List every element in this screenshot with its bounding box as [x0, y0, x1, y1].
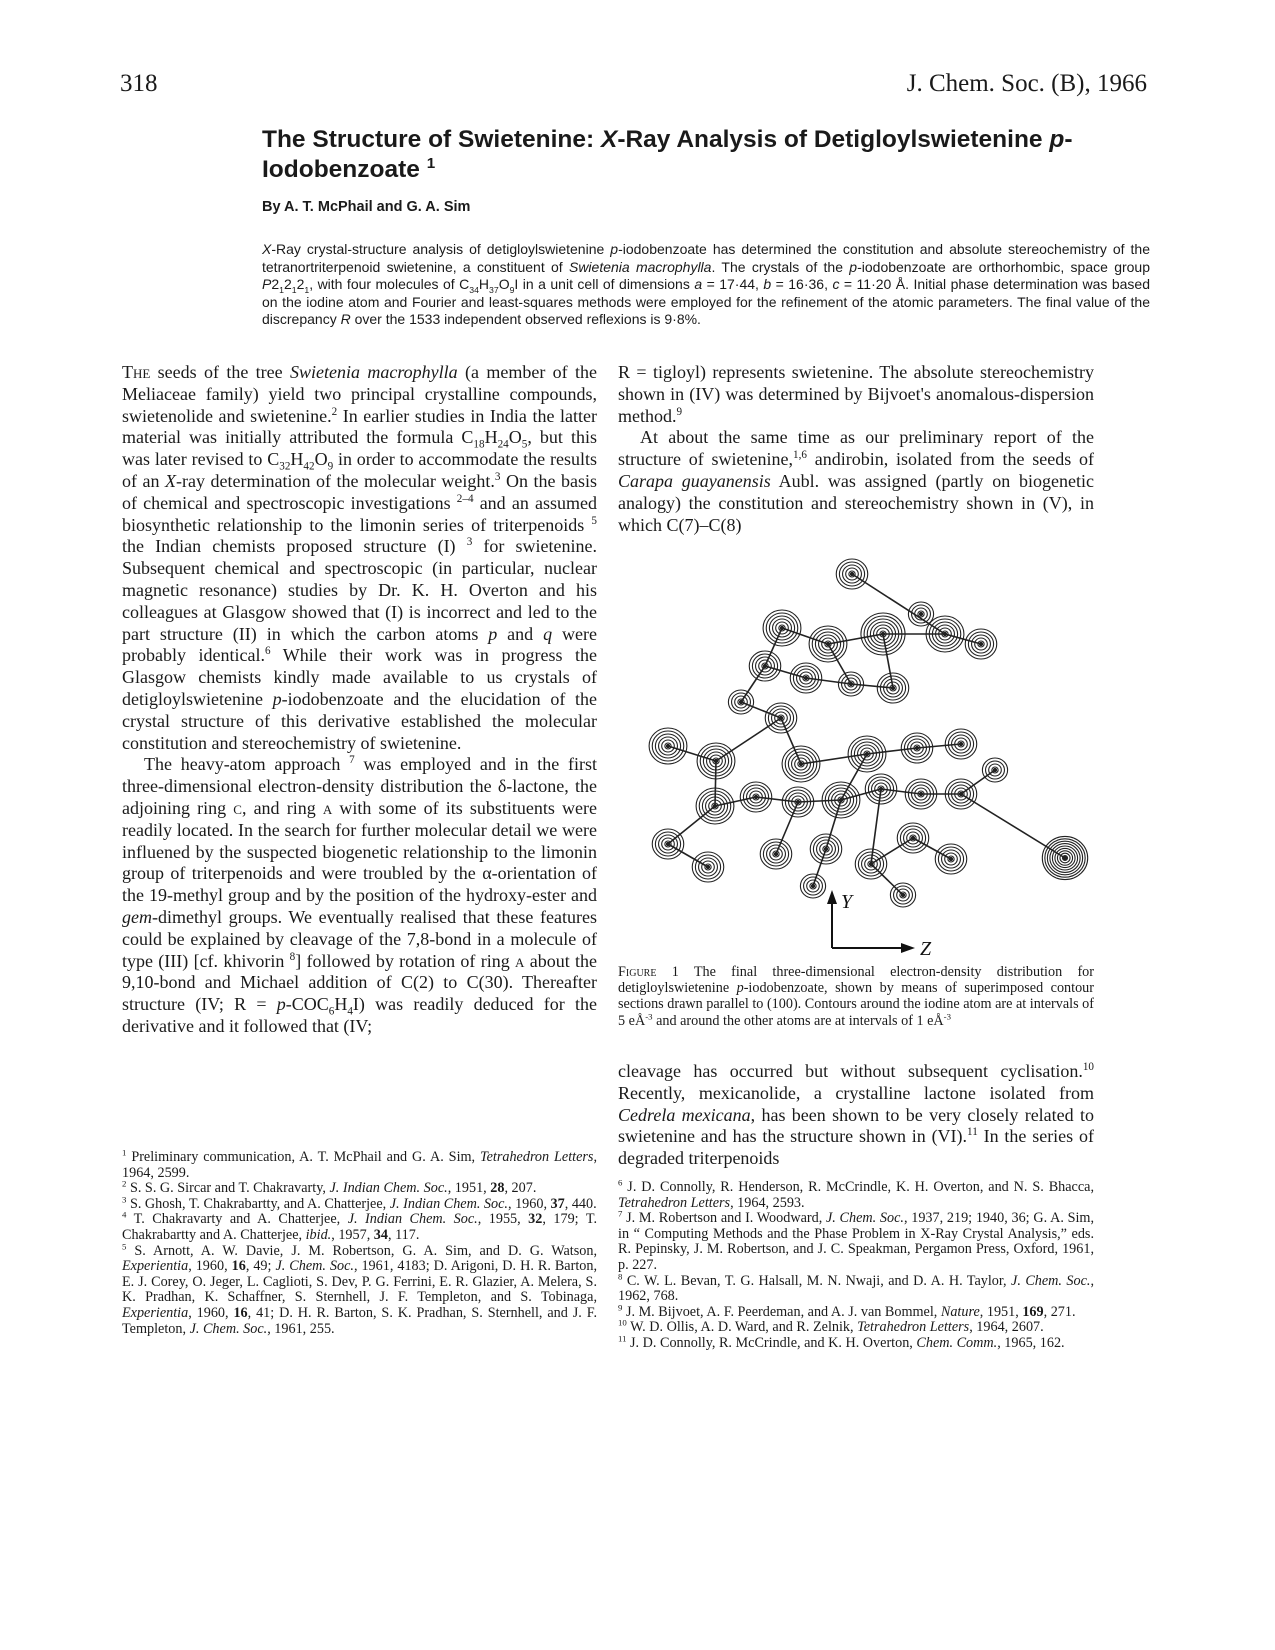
bond-line [776, 802, 798, 854]
atom-center [739, 700, 742, 703]
atom-contour [838, 672, 863, 696]
atom-contour [877, 673, 909, 703]
atom-contour [855, 849, 887, 879]
atom-center [1063, 856, 1066, 859]
bond-line [961, 794, 1065, 858]
atom-contour [760, 839, 792, 869]
z-axis-label: Z [920, 938, 932, 958]
atom-contour [765, 703, 797, 733]
figure-electron-density [615, 548, 1095, 958]
footnotes-left [122, 1147, 598, 1337]
atom-contour [861, 613, 905, 655]
atom-center [949, 857, 952, 860]
atom-center [891, 686, 894, 689]
footnote: $^1$ Preliminary communication, A. T. McPhail and G. A. Sim, Tetrahedron Letters, 1964, 2599. [122, 1147, 597, 1181]
atom-contour [810, 834, 842, 864]
atom-center [959, 742, 962, 745]
atom-center [943, 632, 946, 635]
journal-header: J. Chem. Soc. (B), 1966 [906, 70, 1147, 97]
atom-contour [1042, 836, 1087, 879]
footnote: $^8$ C. W. L. Bevan, T. G. Halsall, M. N. Nwaji, and D. A. H. Taylor, J. Chem. Soc., 1962, 768. [618, 1270, 1094, 1305]
body-paragraph: R = tigloyl) represents swietenine. The absolute stereochemistry shown in (IV) was determined by Bijvoet's anomalous-dispersion method.$^9$ [618, 362, 1094, 426]
body-column-right [618, 362, 1094, 536]
atom-contour [809, 626, 847, 662]
bond-line [871, 838, 913, 864]
atom-center [779, 716, 782, 719]
electron-density-map [615, 548, 1095, 958]
atom-contour [935, 844, 967, 874]
atom-center [780, 626, 783, 629]
atom-contour [782, 746, 820, 782]
figure-caption: Figure 1 The final three-dimensional electron-density distribution for detigloylswietenine p-iodobenzoate, shown by means of superimposed contour sections drawn parallel to (100). Contours around the iodine atom are at intervals of 5 $eÅ^{-3}$ and around the other atoms are at intervals of 1 $eÅ^{-3}$ [618, 964, 1094, 1029]
bond-line [826, 800, 841, 849]
atom-contour [865, 774, 897, 804]
atom-center [959, 792, 962, 795]
atom-center [919, 612, 922, 615]
atom-center [666, 842, 669, 845]
y-axis-label: Y [841, 891, 853, 913]
atom-center [796, 800, 799, 803]
atom-center [979, 642, 982, 645]
atom-contour [897, 823, 929, 853]
atom-contour [790, 663, 822, 693]
atom-center [919, 792, 922, 795]
footnote: $^9$ J. M. Bijvoet, A. F. Peerdeman, and A. J. van Bommel, Nature, 1951, 169, 271. [618, 1302, 1076, 1320]
article-title: The Structure of Swietenine: X-Ray Analysis of Detigloylswietenine p-Iodobenzoate $^1$ [262, 126, 1073, 183]
footnotes-right [618, 1177, 1095, 1352]
atom-center [804, 676, 807, 679]
atom-center [811, 884, 814, 887]
atom-center [824, 847, 827, 850]
atom-center [869, 862, 872, 865]
atom-contour [901, 733, 933, 763]
atom-contour [848, 736, 886, 772]
atom-contour [836, 559, 868, 589]
atom-center [714, 759, 717, 762]
atom-center [915, 746, 918, 749]
bond-line [668, 746, 716, 761]
body-paragraph: At about the same time as our preliminary report of the structure of swietenine,$^{1,6}$ andirobin, isolated from the seeds of Carapa guayanensis Aubl. was assigned (partly on biogenetic analogy) the constitution and stereochemistry shown in (V), in which C(7)–C(8) [618, 427, 1094, 535]
bond-line [716, 718, 781, 761]
atom-center [911, 836, 914, 839]
atom-contour [740, 782, 772, 812]
footnote: $^{10}$ W. D. Ollis, A. D. Ward, and R. Zelnik, Tetrahedron Letters, 1964, 2607. [618, 1317, 1044, 1336]
atom-contour [945, 729, 977, 759]
atom-contour [649, 728, 687, 764]
article-authors: By A. T. McPhail and G. A. Sim [262, 199, 471, 215]
atom-contour [692, 852, 724, 882]
atom-center [850, 572, 853, 575]
atom-center [849, 682, 852, 685]
atom-contour [749, 651, 781, 681]
bond-line [668, 844, 708, 867]
atom-contour [982, 758, 1007, 782]
bond-line [801, 754, 867, 764]
atom-contour [652, 829, 684, 859]
atom-center [713, 804, 716, 807]
atom-contour [800, 874, 825, 898]
atom-center [774, 852, 777, 855]
footnote: $^6$ J. D. Connolly, R. Henderson, R. McCrindle, K. H. Overton, and N. S. Bhacca, Tetrahedron Letters, 1964, 2593. [618, 1177, 1094, 1211]
footnote: $^2$ S. S. G. Sircar and T. Chakravarty, J. Indian Chem. Soc., 1951, 28, 207. [122, 1178, 537, 1197]
bond-line [715, 761, 716, 806]
atom-center [826, 642, 829, 645]
body-paragraph: The heavy-atom approach $^7$ was employed and in the first three-dimensional electron-density distribution the δ-lactone, the adjoining ring c, and ring a with some of its substituents were readily located. In the search for further molecular detail we were influened by the suspected biogenetic relationship to the limonin group of triterpenoids and were troubled by the α-orientation of the 19-methyl group and by the position of the hydroxy-ester and gem-dimethyl groups. We eventually realised that these features could be explained by cleavage of the 7,8-bond in a molecule of type (III) [cf. khivorin $^8$] followed by rotation of ring a about the 9,10-bond and Michael addition of C(2) to C(30). Thereafter structure (IV; $R = p-COC_6H_4I$) was readily deduced for the derivative and it followed that (IV; [122, 754, 597, 1036]
atom-contour [890, 883, 915, 907]
atom-center [799, 762, 802, 765]
body-column-left [122, 362, 597, 1038]
atom-center [881, 632, 884, 635]
body-paragraph: cleavage has occurred but without subsequent cyclisation.$^{10}$ Recently, mexicanolide, a crystalline lactone isolated from Cedrela mexicana, has been shown to be very closely related to swietenine and has the structure shown in (VI).$^{11}$ In the series of degraded triterpenoids [618, 1061, 1094, 1169]
page-number: 318 [120, 70, 158, 97]
atom-center [879, 787, 882, 790]
atom-contour [908, 602, 933, 626]
atom-contour [728, 690, 753, 714]
body-paragraph: The seeds of the tree Swietenia macrophylla (a member of the Meliaceae family) yield two principal crystalline compounds, swietenolide and swietenine.$^2$ In earlier studies in India the latter material was initially attributed the formula $C_{18}H_{24}O_5$, but this was later revised to $C_{32}H_{42}O_9$ in order to accommodate the results of an X-ray determination of the molecular weight.$^3$ On the basis of chemical and spectroscopic investigations $^{2-4}$ and an assumed biosynthetic relationship to the limonin series of triterpenoids $^5$ the Indian chemists proposed structure (I) $^3$ for swietenine. Subsequent chemical and spectroscopic (in particular, nuclear magnetic resonance) studies by Dr. K. H. Overton and his colleagues at Glasgow showed that (I) is incorrect and led to the part structure (II) in which the carbon atoms p and q were probably identical.$^6$ While their work was in progress the Glasgow chemists kindly made available to us crystals of detigloylswietenine p-iodobenzoate and the elucidation of the crystal structure of this derivative established the molecular constitution and stereochemistry of swietenine. [122, 362, 598, 753]
atom-center [865, 752, 868, 755]
footnote: $^3$ S. Ghosh, T. Chakrabartty, and A. Chatterjee, J. Indian Chem. Soc., 1960, 37, 440. [122, 1194, 597, 1212]
atom-center [901, 893, 904, 896]
body-column-right-continued [618, 1061, 1094, 1170]
footnote: $^4$ T. Chakravarty and A. Chatterjee, J. Indian Chem. Soc., 1955, 32, 179; T. Chakrabartty and A. Chatterjee, ibid., 1957, 34, 117. [122, 1209, 598, 1243]
atom-center [754, 795, 757, 798]
footnote: $^7$ J. M. Robertson and I. Woodward, J. Chem. Soc., 1937, 219; 1940, 36; G. A. Sim, in “ Computing Methods and the Phase Problem in X-Ray Crystal Analysis,” eds. R. Pepinsky, J. M. Robertson, and J. C. Speakman, Pergamon Press, Oxford, 1961, p. 227. [618, 1208, 1095, 1273]
atom-center [666, 744, 669, 747]
z-axis-arrow [901, 943, 915, 953]
atom-center [993, 768, 996, 771]
footnote: $^5$ S. Arnott, A. W. Davie, J. M. Robertson, G. A. Sim, and D. G. Watson, Experientia, 1960, 16, 49; J. Chem. Soc., 1961, 4183; D. Arigoni, D. H. R. Barton, E. J. Corey, O. Jeger, L. Caglioti, S. Dev, P. G. Ferrini, E. R. Glazier, A. Melera, S. K. Pradhan, K. Schaffner, S. Sternhell, J. F. Templeton, and S. Tobinaga, Experientia, 1960, 16, 41; D. H. R. Barton, S. K. Pradhan, S. Sternhell, and J. F. Templeton, J. Chem. Soc., 1961, 255. [122, 1240, 598, 1337]
atom-center [706, 865, 709, 868]
abstract: X-Ray crystal-structure analysis of detigloylswietenine p-iodobenzoate has determined the constitution and absolute stereochemistry of the tetranortriterpenoid swietenine, a constituent of Swietenia macrophylla. The crystals of the p-iodobenzoate are orthorhombic, space group $P2_12_12_1$, with four molecules of $C_{34}H_{37}O_9I$ in a unit cell of dimensions a = 17·44, b = 16·36, c = 11·20 Å. Initial phase determination was based on the iodine atom and Fourier and least-squares methods were employed for the refinement of the atomic parameters. The final value of the discrepancy R over the 1533 independent observed reflexions is 9·8%. [262, 241, 1151, 328]
atom-center [839, 798, 842, 801]
atom-contour [763, 610, 801, 646]
atom-center [763, 664, 766, 667]
atom-contour [965, 629, 997, 659]
footnote: $^{11}$ J. D. Connolly, R. McCrindle, and K. H. Overton, Chem. Comm., 1965, 162. [618, 1333, 1065, 1351]
y-axis-arrow [827, 890, 837, 904]
